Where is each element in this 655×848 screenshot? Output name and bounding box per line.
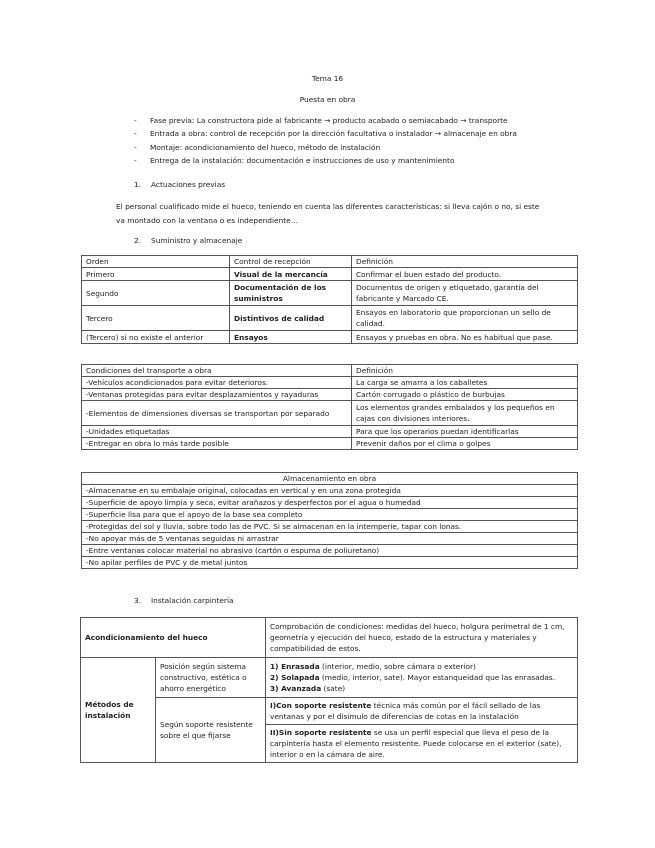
list-item: I)Con soporte resistente técnica más común por el fácil sellado de las ventanas y por el disimulo de diferencias de cotas en la instalación: [266, 698, 577, 725]
table-header-row: [82, 256, 578, 268]
list-item: - Entrega de la instalación: documentación e instrucciones de uso y mantenimiento: [134, 154, 614, 167]
table-row: [82, 521, 578, 533]
table-cell: [266, 698, 578, 763]
table-row: [82, 281, 578, 306]
table-row: [82, 509, 578, 521]
table-cell: Segundo: [82, 281, 230, 306]
table-row: [82, 389, 578, 401]
table-row: [82, 377, 578, 389]
header-cell: Orden: [82, 256, 230, 268]
table-cell: Ensayos y pruebas en obra. No es habitual que pase.: [352, 331, 578, 344]
table-row: [82, 331, 578, 344]
table-cell: Cartón corrugado o plástico de burbujas: [352, 389, 578, 401]
table-cell: -Superficie de apoyo limpia y seca, evitar arañazos y desperfectos por el agua o humedad: [82, 497, 578, 509]
table-cell: -Superficie lisa para que el apoyo de la base sea completo: [82, 509, 578, 521]
table-cell: Posición según sistema constructivo, estética o ahorro energético: [156, 658, 266, 698]
table-cell: Los elementos grandes embalados y los pequeños en cajas con divisiones interiores.: [352, 401, 578, 426]
table-row: [82, 533, 578, 545]
page-title: Tema 16: [311, 74, 344, 83]
page-subtitle: Puesta en obra: [299, 95, 356, 104]
header-cell: Almacenamiento en obra: [82, 473, 578, 485]
table-cell: -Protegidas del sol y lluvia, sobre todo las de PVC. Si se almacenan en la intemperie, tapar con lonas.: [82, 521, 578, 533]
table-header-row: [82, 365, 578, 377]
table-cell: -No apoyar más de 5 ventanas seguidas ni arrastrar: [82, 533, 578, 545]
table-cell: Para que los operarios puedan identificarlas: [352, 426, 578, 438]
list-item: 1) Enrasada (interior, medio, sobre cámara o exterior): [270, 662, 476, 671]
list-item: - Montaje: acondicionamiento del hueco, método de instalación: [134, 141, 614, 154]
table-cell: Comprobación de condiciones: medidas del hueco, holgura perimetral de 1 cm, geometría y ejecución del hueco, estado de la estructura y materiales y compatibilidad de estos.: [266, 618, 578, 658]
table-row: [82, 497, 578, 509]
transport-conditions-table: [81, 364, 578, 450]
table-cell: Ensayos en laboratorio que proporcionan un sello de calidad.: [352, 306, 578, 331]
table-cell: -Almacenarse en su embalaje original, colocadas en vertical y en una zona protegida: [82, 485, 578, 497]
table-cell: Tercero: [82, 306, 230, 331]
table-header-row: [82, 473, 578, 485]
table-row: [82, 401, 578, 426]
table-cell: Distintivos de calidad: [230, 306, 352, 331]
table-cell: [266, 658, 578, 698]
overview-list: [134, 114, 614, 167]
header-cell: Control de recepción: [230, 256, 352, 268]
table-row: [82, 426, 578, 438]
table-row: [82, 306, 578, 331]
reception-control-table: [81, 255, 578, 344]
header-cell: Definición: [352, 256, 578, 268]
table-row: [82, 557, 578, 569]
installation-table: [80, 617, 578, 763]
header-cell: Condiciones del transporte a obra: [82, 365, 352, 377]
table-cell: -No apilar perfiles de PVC y de metal juntos: [82, 557, 578, 569]
storage-table: [81, 472, 578, 569]
table-cell: La carga se amarra a los caballetes: [352, 377, 578, 389]
table-cell: (Tercero) si no existe el anterior: [82, 331, 230, 344]
header-cell: Definición: [352, 365, 578, 377]
table-row: [82, 485, 578, 497]
section-heading-1: 1. Actuaciones previas: [134, 180, 226, 189]
section-heading-3: 3. Instalación carpintería: [134, 596, 234, 605]
table-cell: Confirmar el buen estado del producto.: [352, 268, 578, 281]
table-cell: -Ventanas protegidas para evitar desplazamientos y rayaduras: [82, 389, 352, 401]
table-cell: Acondicionamiento del hueco: [81, 618, 266, 658]
table-cell: Prevenir daños por el clima o golpes: [352, 438, 578, 450]
list-item: - Fase previa: La constructora pide al fabricante → producto acabado o semiacabado → transporte: [134, 114, 614, 127]
list-item: 3) Avanzada (sate): [270, 684, 346, 693]
table-cell: -Entregar en obra lo más tarde posible: [82, 438, 352, 450]
table-cell: Ensayos: [230, 331, 352, 344]
table-row: [81, 658, 578, 698]
list-item: II)Sin soporte resistente se usa un perfil especial que lleva el peso de la carpintería hasta el elemento resistente. Puede colocarse en el exterior (sate), interior o en la cámara de aire.: [270, 728, 562, 759]
table-cell: Documentación de los suministros: [230, 281, 352, 306]
table-cell: Métodos de instalación: [81, 658, 156, 763]
table-row: [82, 438, 578, 450]
table-cell: -Entre ventanas colocar material no abrasivo (cartón o espuma de poliuretano): [82, 545, 578, 557]
table-row: [82, 545, 578, 557]
table-cell: Según soporte resistente sobre el que fijarse: [156, 698, 266, 763]
paragraph: El personal cualificado mide el hueco, teniendo en cuenta las diferentes características: si lleva cajón o no, si este va montado con la ventana o es independiente…: [116, 202, 540, 225]
table-cell: -Unidades etiquetadas: [82, 426, 352, 438]
table-cell: -Elementos de dimensiones diversas se transportan por separado: [82, 401, 352, 426]
table-cell: -Vehículos acondicionados para evitar deterioros.: [82, 377, 352, 389]
table-cell: Visual de la mercancía: [230, 268, 352, 281]
list-item: 2) Solapada (medio, interior, sate). Mayor estanqueidad que las enrasadas.: [270, 673, 556, 682]
table-row: [82, 268, 578, 281]
table-cell: Primero: [82, 268, 230, 281]
list-item: - Entrada a obra: control de recepción por la dirección facultativa o instalador → almacenaje en obra: [134, 127, 614, 140]
section-heading-2: 2. Suministro y almacenaje: [134, 236, 243, 245]
table-row: [81, 618, 578, 658]
table-cell: Documentos de origen y etiquetado, garantía del fabricante y Marcado CE.: [352, 281, 578, 306]
table-row: [81, 698, 578, 763]
